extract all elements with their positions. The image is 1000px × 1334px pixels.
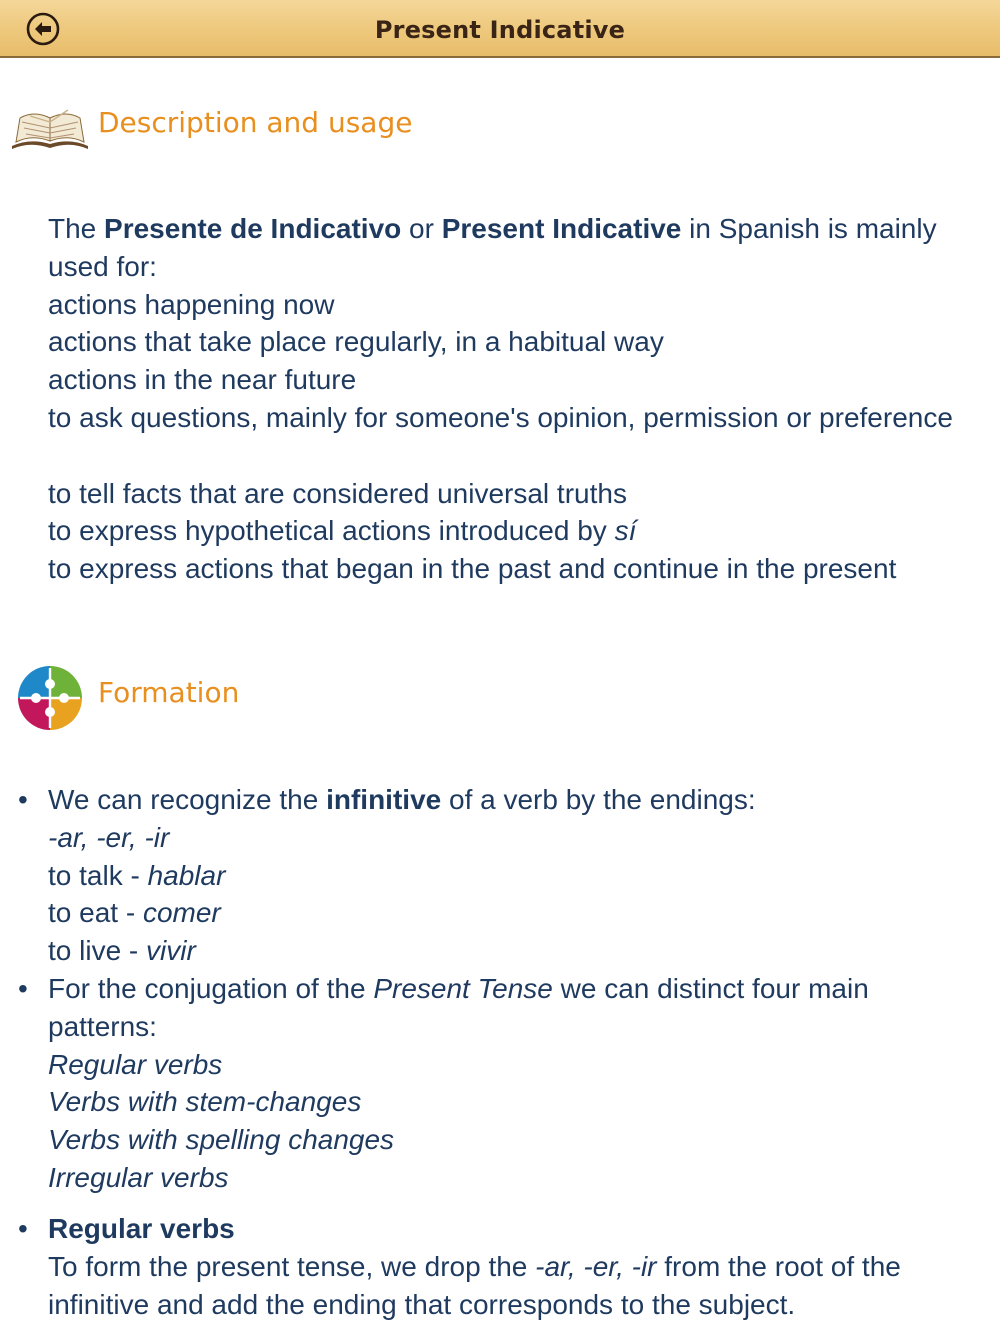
infinitive-bullet bbox=[48, 781, 978, 970]
example-item: to talk - hablar bbox=[48, 859, 226, 891]
infinitive-sentence: We can recognize the infinitive of a verb by the endings: bbox=[48, 784, 756, 815]
regular-verbs-bullet bbox=[48, 1210, 978, 1323]
patterns-sentence: For the conjugation of the Present Tense we can distinct four main patterns: bbox=[48, 973, 869, 1042]
content-area[interactable] bbox=[0, 58, 1000, 1334]
header-bar bbox=[0, 0, 1000, 58]
use-item: actions that take place regularly, in a habitual way bbox=[48, 326, 664, 358]
example-item: to eat - comer bbox=[48, 897, 221, 929]
formation-title: Formation bbox=[98, 676, 240, 709]
use-item: to express hypothetical actions introduced by sí bbox=[48, 515, 637, 547]
page-title: Present Indicative bbox=[374, 16, 626, 44]
pattern-item: Verbs with spelling changes bbox=[48, 1124, 395, 1156]
example-item: to live - vivir bbox=[48, 935, 196, 967]
description-title: Description and usage bbox=[98, 106, 413, 139]
pattern-item: Regular verbs bbox=[48, 1048, 223, 1080]
bullet-dot: • bbox=[18, 1213, 28, 1244]
bullet-dot: • bbox=[18, 973, 28, 1004]
use-item: to ask questions, mainly for someone's opinion, permission or preference bbox=[48, 401, 953, 433]
pattern-item: Verbs with stem-changes bbox=[48, 1086, 362, 1118]
regular-verbs-text: To form the present tense, we drop the -ar, -er, -ir from the root of the infinitive and add the ending that corresponds to the subject. bbox=[48, 1250, 901, 1320]
use-item: to express actions that began in the past and continue in the present bbox=[48, 553, 897, 585]
bullet-dot: • bbox=[18, 784, 28, 815]
pattern-item: Irregular verbs bbox=[48, 1161, 229, 1193]
intro-sentence: The Presente de Indicativo or Present Indicative in Spanish is mainly used for: bbox=[48, 213, 937, 282]
use-item: actions happening now bbox=[48, 288, 335, 320]
use-item: to tell facts that are considered universal truths bbox=[48, 477, 627, 509]
puzzle-icon bbox=[16, 664, 84, 732]
open-book-icon bbox=[10, 108, 90, 150]
endings-text: -ar, -er, -ir bbox=[48, 821, 170, 853]
regular-verbs-heading: Regular verbs bbox=[48, 1213, 235, 1244]
patterns-bullet bbox=[48, 970, 978, 1197]
description-body bbox=[48, 210, 978, 588]
use-item: actions in the near future bbox=[48, 364, 357, 396]
